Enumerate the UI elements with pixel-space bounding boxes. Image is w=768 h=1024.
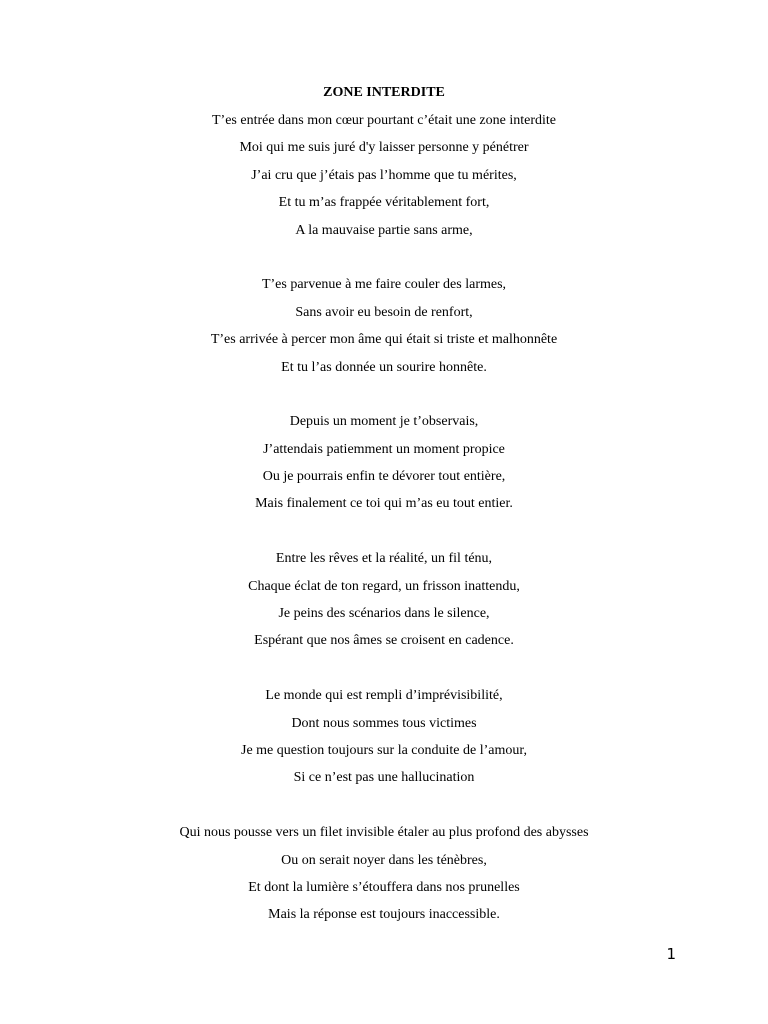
poem-line: Sans avoir eu besoin de renfort, — [295, 304, 473, 320]
poem-line: Et dont la lumière s’étouffera dans nos prunelles — [248, 879, 520, 895]
poem-line: Espérant que nos âmes se croisent en cadence. — [254, 633, 514, 649]
page-number: 1 — [666, 945, 676, 963]
poem-line: Ou je pourrais enfin te dévorer tout entière, — [262, 469, 506, 485]
poem-line: Et tu l’as donnée un sourire honnête. — [281, 359, 487, 375]
poem-line: Chaque éclat de ton regard, un frisson inattendu, — [248, 578, 520, 594]
poem-line: T’es entrée dans mon cœur pourtant c’était une zone interdite — [211, 113, 557, 128]
poem-title: ZONE INTERDITE — [323, 85, 445, 100]
stanza-1 — [0, 112, 768, 249]
poem-body — [0, 112, 768, 961]
poem-line: Si ce n’est pas une hallucination — [293, 770, 475, 786]
poem-line: Qui nous pousse vers un filet invisible étaler au plus profond des abysses — [179, 825, 589, 841]
poem-line: Moi qui me suis juré d'y laisser personne y pénétrer — [239, 140, 529, 156]
poem-line: Dont nous sommes tous victimes — [291, 715, 477, 731]
poem-line: Mais la réponse est toujours inaccessible. — [268, 907, 500, 923]
stanza-4 — [0, 550, 768, 660]
poem-line: Ou on serait noyer dans les ténèbres, — [281, 852, 487, 868]
stanza-3 — [0, 413, 768, 523]
poem-line: T’es parvenue à me faire couler des larmes, — [261, 277, 507, 293]
poem-line: Entre les rêves et la réalité, un fil ténu, — [275, 551, 493, 567]
poem-line: Mais finalement ce toi qui m’as eu tout entier. — [255, 496, 513, 512]
poem-line: Le monde qui est rempli d’imprévisibilité, — [265, 688, 503, 704]
poem-line: Je peins des scénarios dans le silence, — [278, 606, 490, 622]
poem-line: A la mauvaise partie sans arme, — [295, 222, 473, 238]
poem-line: J’attendais patiemment un moment propice — [263, 441, 505, 457]
poem-line: Depuis un moment je t’observais, — [289, 414, 479, 430]
stanza-2 — [0, 276, 768, 386]
poem-line: J’ai cru que j’étais pas l’homme que tu mérites, — [251, 167, 517, 183]
poem-line: T’es arrivée à percer mon âme qui était si triste et malhonnête — [210, 332, 558, 348]
poem-line: Et tu m’as frappée véritablement fort, — [278, 195, 490, 211]
poem-line: Je me question toujours sur la conduite de l’amour, — [241, 742, 527, 758]
stanza-6 — [0, 824, 768, 934]
stanza-5 — [0, 687, 768, 797]
